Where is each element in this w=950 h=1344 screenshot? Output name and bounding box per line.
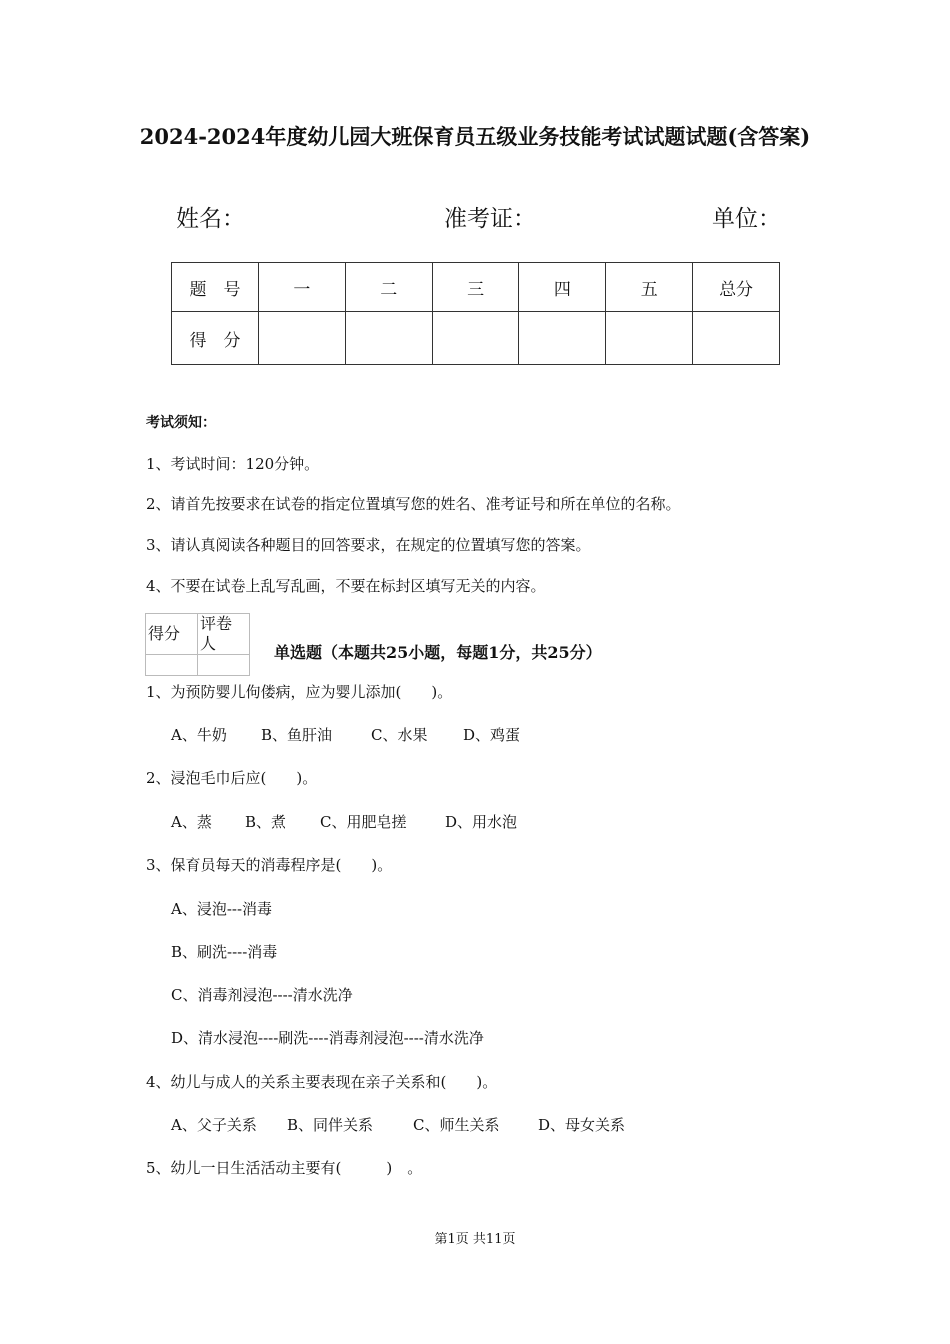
header-cell: 一: [259, 263, 346, 312]
option: D、鸡蛋: [463, 726, 521, 744]
question-option: D、清水浸泡----刷洗----消毒剂浸泡----清水洗净: [171, 1029, 484, 1047]
notes-heading: 考试须知：: [146, 415, 216, 431]
note-item: 1、考试时间：120分钟。: [146, 455, 320, 473]
question-text: 4、幼儿与成人的关系主要表现在亲子关系和( )。: [146, 1073, 498, 1091]
question-text: 1、为预防婴儿佝偻病，应为婴儿添加( )。: [146, 683, 453, 701]
grader-box: [145, 613, 250, 676]
score-cell: [606, 312, 693, 365]
option: B、同伴关系: [287, 1116, 374, 1134]
note-item: 2、请首先按要求在试卷的指定位置填写您的姓名、准考证号和所在单位的名称。: [146, 495, 681, 513]
score-cell: [693, 312, 780, 365]
grader-score-cell: [146, 655, 198, 676]
score-cell: [432, 312, 519, 365]
question-option: B、刷洗----消毒: [171, 943, 278, 961]
header-cell: 二: [345, 263, 432, 312]
note-item: 3、请认真阅读各种题目的回答要求，在规定的位置填写您的答案。: [146, 536, 591, 554]
option: D、母女关系: [538, 1116, 626, 1134]
question-options: [171, 811, 517, 832]
option: B、鱼肝油: [261, 726, 333, 744]
name-label: 姓名：: [176, 206, 245, 232]
score-table-score-row: [172, 312, 780, 365]
option: C、师生关系: [413, 1116, 500, 1134]
option: C、用肥皂搓: [320, 813, 407, 831]
option: A、父子关系: [171, 1116, 257, 1134]
question-options: [171, 1114, 625, 1135]
header-cell: 总分: [693, 263, 780, 312]
grader-reviewer-label: 评卷人: [198, 614, 250, 655]
score-label-cell: 得 分: [172, 312, 259, 365]
score-table-header-row: [172, 263, 780, 312]
note-item: 4、不要在试卷上乱写乱画，不要在标封区填写无关的内容。: [146, 577, 546, 595]
question-option: C、消毒剂浸泡----清水洗净: [171, 986, 353, 1004]
option: C、水果: [371, 726, 428, 744]
document-title: 2024-2024年度幼儿园大班保育员五级业务技能考试试题试题(含答案): [139, 124, 811, 149]
score-cell: [519, 312, 606, 365]
header-cell: 题 号: [172, 263, 259, 312]
question-options: [171, 724, 520, 745]
page-footer: 第1页 共11页: [434, 1232, 516, 1247]
score-table: [171, 262, 780, 365]
candidate-info-row: [0, 200, 950, 240]
header-cell: 三: [432, 263, 519, 312]
unit-label: 单位：: [712, 206, 781, 232]
option: A、蒸: [171, 813, 212, 831]
grader-reviewer-cell: [198, 655, 250, 676]
exam-number-label: 准考证：: [444, 206, 536, 232]
score-cell: [345, 312, 432, 365]
question-text: 3、保育员每天的消毒程序是( )。: [146, 856, 393, 874]
question-text: 5、幼儿一日生活活动主要有( ) 。: [146, 1159, 423, 1177]
header-cell: 四: [519, 263, 606, 312]
header-cell: 五: [606, 263, 693, 312]
option: B、煮: [245, 813, 287, 831]
section-title: 单选题（本题共25小题，每题1分，共25分）: [274, 643, 602, 662]
question-option: A、浸泡---消毒: [171, 900, 273, 918]
option: A、牛奶: [171, 726, 227, 744]
score-cell: [259, 312, 346, 365]
question-text: 2、浸泡毛巾后应( )。: [146, 769, 318, 787]
grader-score-label: 得分: [146, 614, 198, 655]
option: D、用水泡: [445, 813, 518, 831]
